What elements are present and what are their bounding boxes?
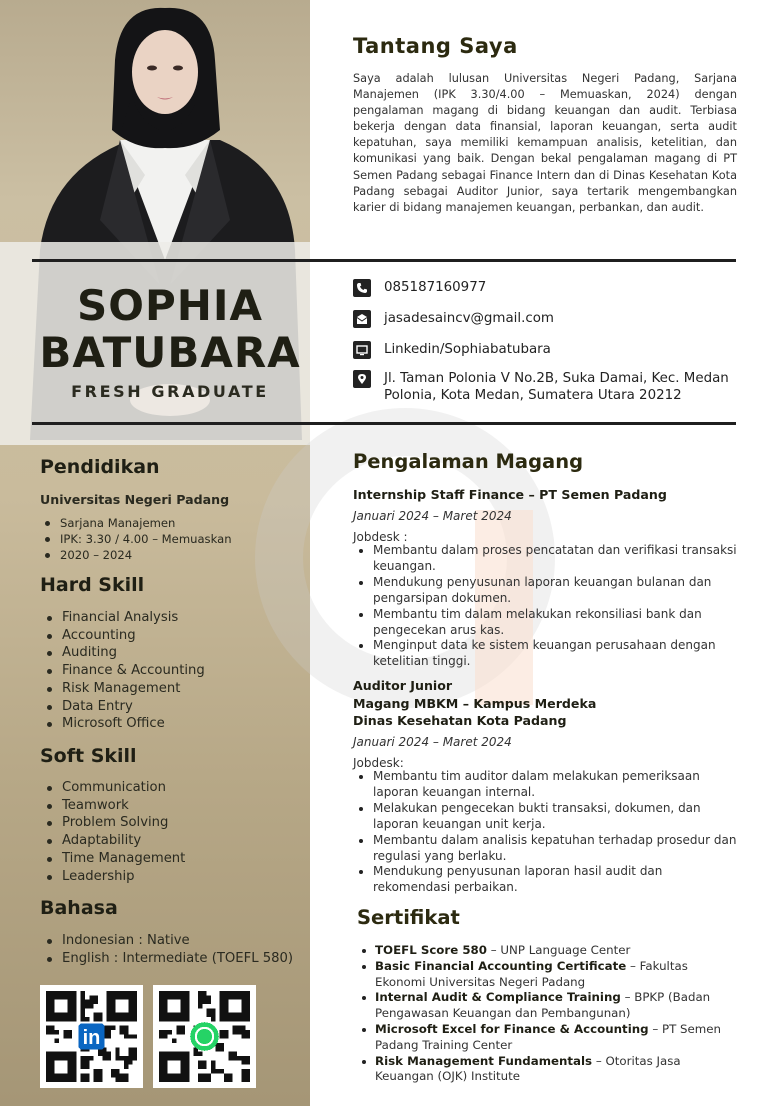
linkedin-badge: in xyxy=(82,1026,101,1049)
list-item: English : Intermediate (TOEFL 580) xyxy=(42,950,293,968)
cert-issuer: – Fakultas Ekonomi Universitas Negeri Padang xyxy=(375,958,688,989)
job-2-title-2: Magang MBKM – Kampus Merdeka xyxy=(353,696,597,711)
soft-skill-title: Soft Skill xyxy=(40,745,137,767)
about-title: Tantang Saya xyxy=(353,34,518,58)
soft-skill-list xyxy=(42,779,185,885)
list-item: Problem Solving xyxy=(42,814,185,832)
whatsapp-qr-code[interactable] xyxy=(153,985,256,1088)
list-item: IPK: 3.30 / 4.00 – Memuaskan xyxy=(40,531,232,547)
list-item: Mendukung penyusunan laporan hasil audit dan rekomendasi perbaikan. xyxy=(353,864,737,896)
education-list xyxy=(40,515,232,563)
list-item xyxy=(357,943,737,959)
job-2-date: Januari 2024 – Maret 2024 xyxy=(353,735,512,749)
list-item: Microsoft Office xyxy=(42,715,205,733)
list-item xyxy=(357,990,737,1022)
list-item: Membantu tim auditor dalam melakukan pemeriksaan laporan keuangan internal. xyxy=(353,769,737,801)
phone-text: 085187160977 xyxy=(384,280,487,295)
job-1-title: Internship Staff Finance – PT Semen Padang xyxy=(353,487,667,502)
list-item: 2020 – 2024 xyxy=(40,547,232,563)
location-pin-icon xyxy=(353,370,371,388)
list-item: Communication xyxy=(42,779,185,797)
contact-linkedin[interactable] xyxy=(353,341,744,359)
experience-title: Pengalaman Magang xyxy=(353,450,584,473)
divider-top xyxy=(32,259,736,262)
education-title: Pendidikan xyxy=(40,456,160,478)
job-2-tasks xyxy=(353,769,737,896)
email-text: jasadesaincv@gmail.com xyxy=(384,311,554,326)
contact-phone[interactable] xyxy=(353,279,744,297)
list-item: Financial Analysis xyxy=(42,609,205,627)
job-2-title-3: Dinas Kesehatan Kota Padang xyxy=(353,713,567,728)
list-item: Adaptability xyxy=(42,832,185,850)
list-item: Membantu dalam analisis kepatuhan terhadap prosedur dan regulasi yang berlaku. xyxy=(353,833,737,865)
job-2-title-1: Auditor Junior xyxy=(353,678,453,693)
divider-bottom xyxy=(32,422,736,425)
job-1-tasks xyxy=(353,543,737,670)
qr-pattern xyxy=(46,991,137,1082)
cert-name: Risk Management Fundamentals xyxy=(375,1053,593,1068)
hard-skill-title: Hard Skill xyxy=(40,574,145,596)
contact-email[interactable] xyxy=(353,310,744,328)
certificates-title: Sertifikat xyxy=(357,906,460,929)
cert-name: Internal Audit & Compliance Training xyxy=(375,990,621,1005)
list-item: Risk Management xyxy=(42,680,205,698)
linkedin-text: Linkedin/Sophiabatubara xyxy=(384,342,551,357)
qr-pattern xyxy=(159,991,250,1082)
university-name: Universitas Negeri Padang xyxy=(40,492,230,507)
list-item: Accounting xyxy=(42,627,205,645)
list-item xyxy=(357,1054,737,1086)
certificates-list xyxy=(357,943,737,1085)
list-item: Sarjana Manajemen xyxy=(40,515,232,531)
phone-icon xyxy=(353,279,371,297)
name-first: SOPHIA xyxy=(76,281,264,330)
list-item: Time Management xyxy=(42,850,185,868)
cert-issuer: – Otoritas Jasa Keuangan (OJK) Institute xyxy=(375,1053,681,1084)
address-text: Jl. Taman Polonia V No.2B, Suka Damai, Kec. Medan Polonia, Kota Medan, Sumatera Utara 20212 xyxy=(384,371,729,403)
list-item: Finance & Accounting xyxy=(42,662,205,680)
cert-name: TOEFL Score 580 xyxy=(375,943,487,957)
list-item: Data Entry xyxy=(42,698,205,716)
cert-issuer: – UNP Language Center xyxy=(486,943,631,957)
job-role: FRESH GRADUATE xyxy=(71,382,269,401)
name-last: BATUBARA xyxy=(39,328,301,377)
list-item: Melakukan pengecekan bukti transaksi, dokumen, dan laporan keuangan unit kerja. xyxy=(353,801,737,833)
job-1-jobdesk-label: Jobdesk : xyxy=(353,530,408,544)
list-item: Leadership xyxy=(42,868,185,886)
list-item: Membantu tim dalam melakukan rekonsiliasi bank dan pengecekan arus kas. xyxy=(353,607,737,639)
list-item xyxy=(357,959,737,991)
list-item: Mendukung penyusunan laporan keuangan bulanan dan pengarsipan dokumen. xyxy=(353,575,737,607)
monitor-icon xyxy=(353,341,371,359)
about-text: Saya adalah lulusan Universitas Negeri Padang, Sarjana Manajemen (IPK 3.30/4.00 – Memuaskan, 2024) dengan pengalaman magang di bidang keuangan dan audit. Terbiasa bekerja dengan data finansial, laporan keuangan, serta audit kepatuhan, saya memiliki kemampuan analisis, ketelitian, dan komunikasi yang baik. Dengan bekal pengalaman magang di PT Semen Padang sebagai Finance Intern dan di Dinas Kesehatan Kota Padang sebagai Auditor Junior, saya tertarik mengembangkan karier di bidang manajemen keuangan, perbankan, dan audit. xyxy=(353,72,737,214)
linkedin-qr-code[interactable] xyxy=(40,985,143,1088)
list-item: Auditing xyxy=(42,644,205,662)
language-list xyxy=(42,932,293,967)
list-item: Teamwork xyxy=(42,797,185,815)
list-item: Membantu dalam proses pencatatan dan verifikasi transaksi keuangan. xyxy=(353,543,737,575)
hard-skill-list xyxy=(42,609,205,733)
cert-name: Basic Financial Accounting Certificate xyxy=(375,958,627,973)
cert-issuer: – PT Semen Padang Training Center xyxy=(375,1021,722,1052)
list-item xyxy=(357,1022,737,1054)
email-icon xyxy=(353,310,371,328)
cert-name: Microsoft Excel for Finance & Accounting xyxy=(375,1021,649,1036)
job-1-date: Januari 2024 – Maret 2024 xyxy=(353,509,512,523)
language-title: Bahasa xyxy=(40,897,118,919)
cert-issuer: – BPKP (Badan Pengawasan Keuangan dan Pembangunan) xyxy=(375,990,711,1021)
list-item: Menginput data ke sistem keuangan perusahaan dengan ketelitian tinggi. xyxy=(353,638,737,670)
list-item: Indonesian : Native xyxy=(42,932,293,950)
contact-address xyxy=(353,370,744,404)
job-2-jobdesk-label: Jobdesk: xyxy=(353,756,404,770)
